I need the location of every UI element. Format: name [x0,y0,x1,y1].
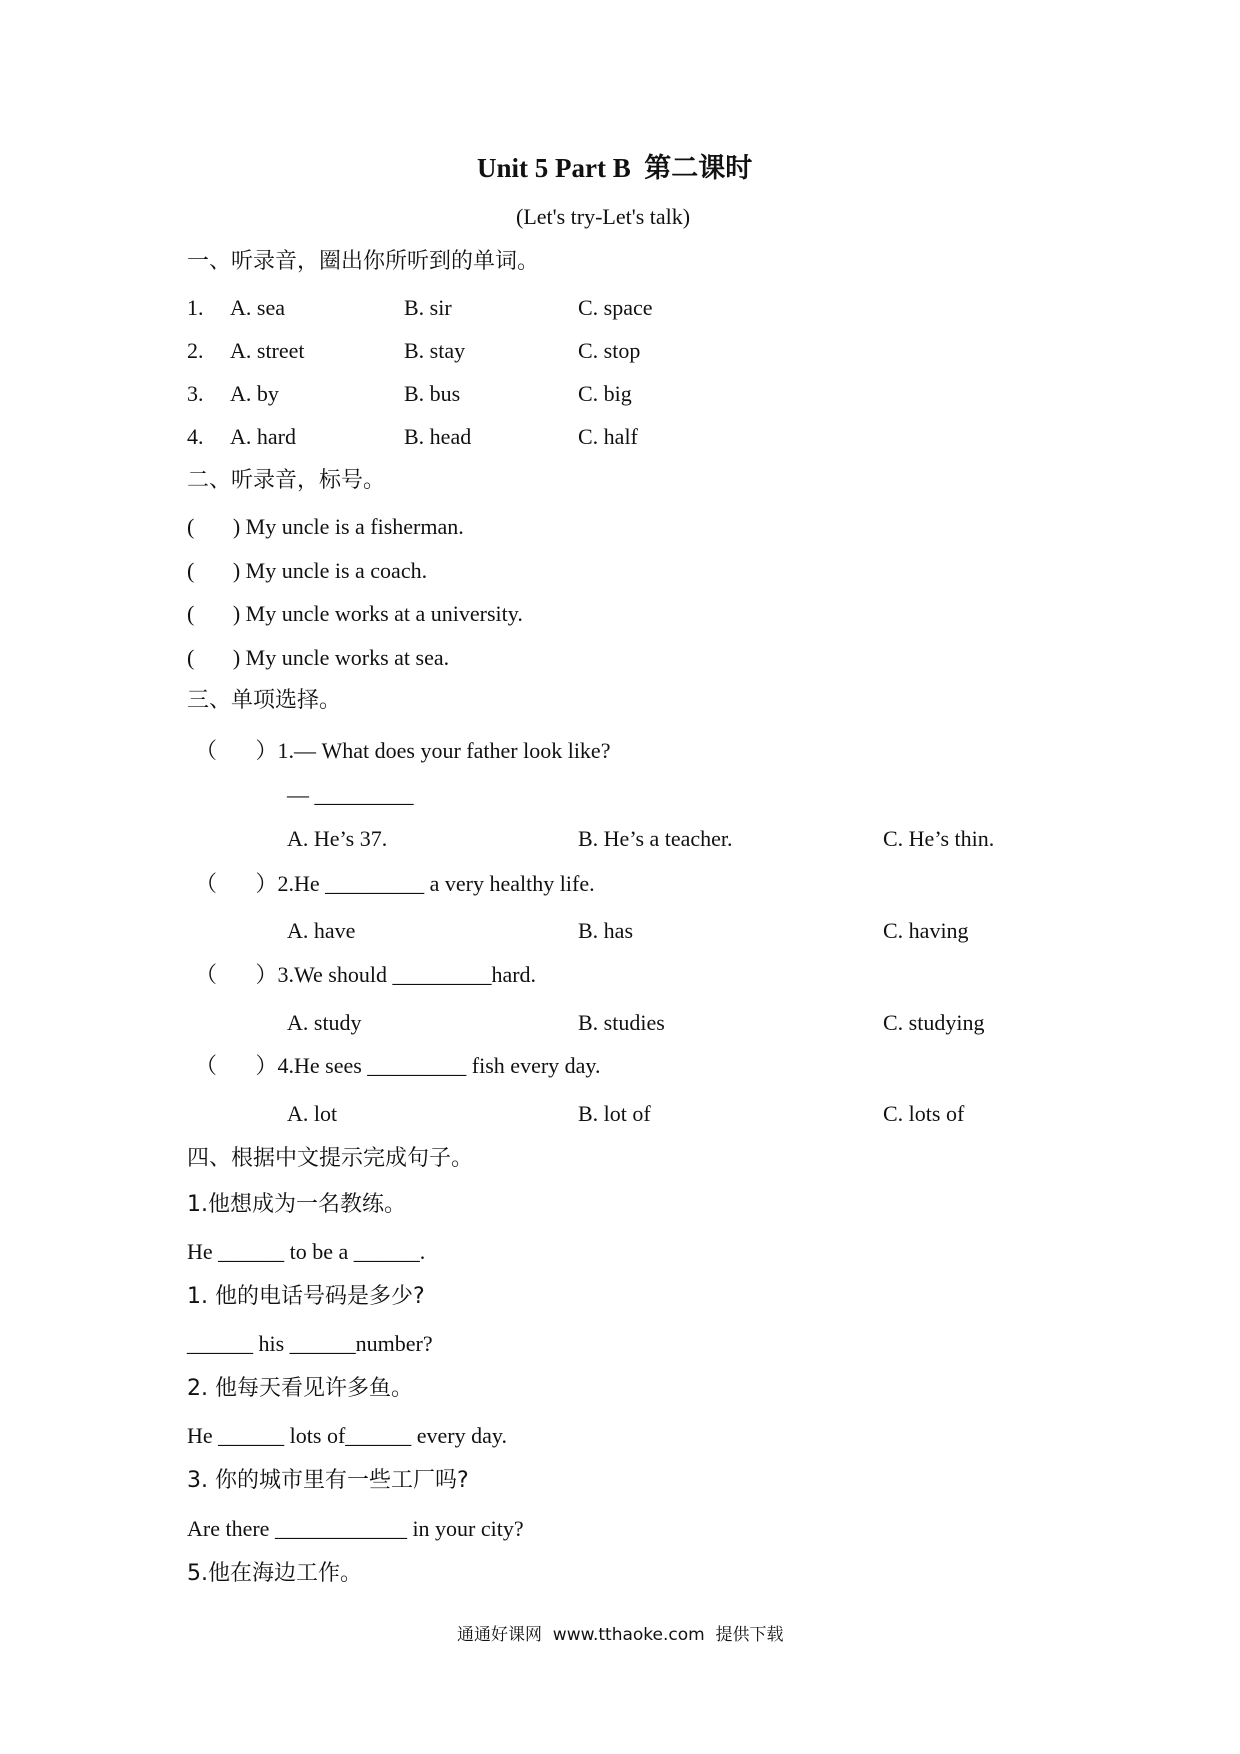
s3-q2-stem: （ ）2.He _________ a very healthy life. [195,871,595,896]
s2-item: ( ) My uncle works at sea. [187,645,450,670]
s3-q4-option-a: A. lot [287,1101,338,1126]
s3-q3-stem: （ ）3.We should _________hard. [195,962,537,987]
s1-option-a: A. sea [230,295,285,320]
s4-sentence: Are there ____________ in your city? [187,1516,524,1541]
s3-q3-option-b: B. studies [578,1010,665,1035]
page-footer: 通通好课网 www.tthaoke.com 提供下载 [457,1625,784,1645]
s3-q3-option-c: C. studying [883,1010,985,1035]
section-4-heading: 四、根据中文提示完成句子。 [187,1146,474,1171]
s1-item-num: 3. [187,381,204,406]
s3-q3-option-a: A. study [287,1010,362,1035]
s1-option-a: A. hard [230,424,296,449]
s3-q1-option-b: B. He’s a teacher. [578,826,733,851]
s1-option-b: B. sir [404,295,452,320]
s1-option-b: B. stay [404,338,466,363]
s4-sentence: He ______ to be a ______. [187,1239,426,1264]
s1-option-c: C. stop [578,338,641,363]
s4-prompt: 5.他在海边工作。 [187,1561,362,1586]
s3-q4-stem: （ ）4.He sees _________ fish every day. [195,1053,601,1078]
s1-item-num: 1. [187,295,204,320]
s4-prompt: 1. 他的电话号码是多少? [187,1284,425,1309]
s3-q1-answer: — _________ [287,782,414,807]
s3-q4-option-c: C. lots of [883,1101,965,1126]
s3-q1-option-c: C. He’s thin. [883,826,995,851]
page-subtitle: (Let's try-Let's talk) [516,204,691,229]
s4-sentence: He ______ lots of______ every day. [187,1423,507,1448]
s1-item-num: 4. [187,424,204,449]
s2-item: ( ) My uncle works at a university. [187,601,523,626]
s3-q2-option-c: C. having [883,918,969,943]
s2-item: ( ) My uncle is a coach. [187,558,428,583]
s1-option-c: C. space [578,295,653,320]
s3-q2-option-b: B. has [578,918,633,943]
section-3-heading: 三、单项选择。 [187,688,342,713]
s1-option-c: C. big [578,381,632,406]
s3-q1-option-a: A. He’s 37. [287,826,388,851]
section-1-heading: 一、听录音，圈出你所听到的单词。 [187,249,540,274]
s4-prompt: 1.他想成为一名教练。 [187,1192,406,1217]
section-2-heading: 二、听录音，标号。 [187,468,386,493]
s3-q4-option-b: B. lot of [578,1101,651,1126]
s1-option-b: B. head [404,424,472,449]
s2-item: ( ) My uncle is a fisherman. [187,514,464,539]
s4-prompt: 3. 你的城市里有一些工厂吗? [187,1468,469,1493]
s4-sentence: ______ his ______number? [187,1331,433,1356]
s1-option-c: C. half [578,424,638,449]
s3-q1-stem: （ ）1.— What does your father look like? [195,738,611,763]
s1-option-a: A. by [230,381,279,406]
s1-option-a: A. street [230,338,305,363]
s3-q2-option-a: A. have [287,918,356,943]
s4-prompt: 2. 他每天看见许多鱼。 [187,1376,413,1401]
s1-option-b: B. bus [404,381,461,406]
page-title: Unit 5 Part B 第二课时 [477,153,753,183]
s1-item-num: 2. [187,338,204,363]
